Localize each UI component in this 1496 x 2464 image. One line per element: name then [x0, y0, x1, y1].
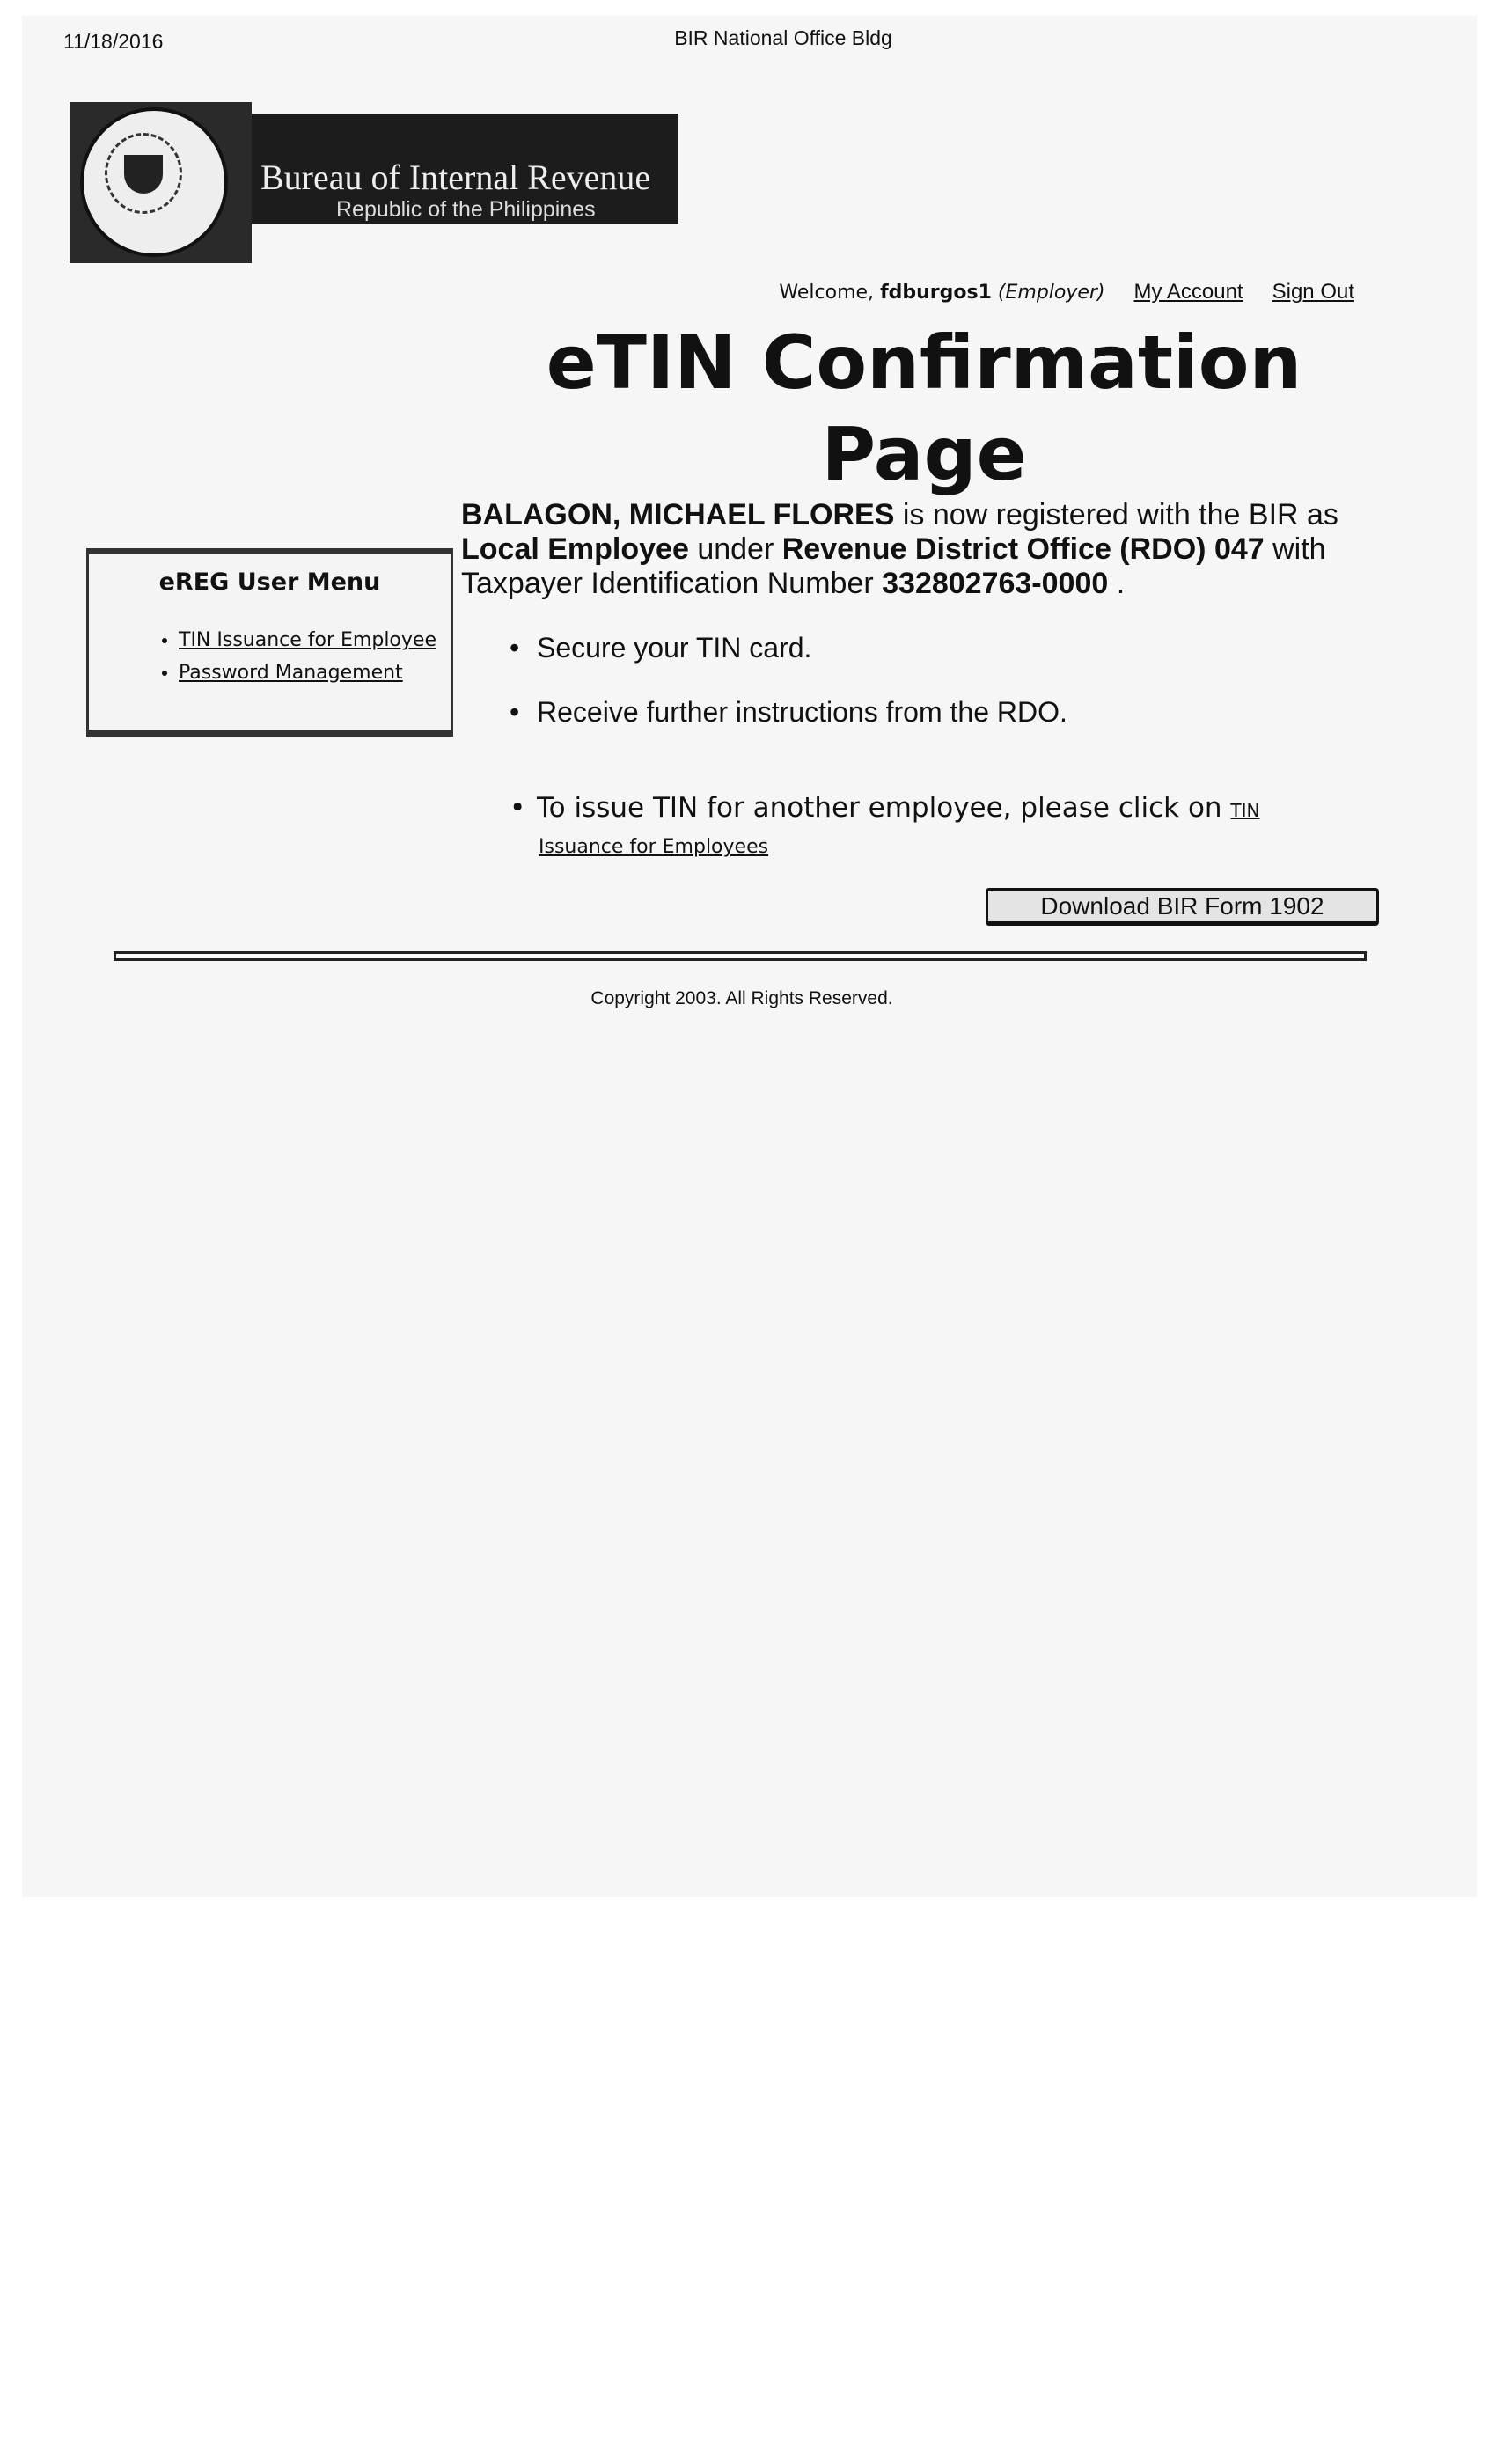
text: is now registered with the BIR as	[894, 498, 1338, 532]
my-account-link[interactable]: My Account	[1133, 280, 1243, 304]
ereg-user-menu	[86, 548, 453, 737]
bullet-text: Secure your TIN card.	[537, 632, 812, 664]
bullet-icon: •	[510, 632, 520, 664]
tin-issuance-link[interactable]: TIN	[1230, 800, 1260, 821]
employee-name: BALAGON, MICHAEL FLORES	[461, 498, 895, 532]
bullet-icon: •	[510, 696, 520, 728]
download-bir-form-1902-button[interactable]: Download BIR Form 1902	[986, 888, 1379, 926]
username: fdburgos1	[880, 282, 992, 304]
confirmation-message	[461, 498, 1341, 601]
user-bar	[779, 280, 1354, 304]
text: under	[688, 532, 782, 566]
text: .	[1108, 567, 1126, 600]
banner-subtitle: Republic of the Philippines	[336, 197, 596, 222]
rdo: Revenue District Office (RDO) 047	[781, 532, 1265, 566]
divider	[114, 951, 1367, 961]
menu-item-tin-issuance[interactable]: TIN Issuance for Employee	[179, 629, 436, 651]
sign-out-link[interactable]: Sign Out	[1272, 280, 1354, 304]
menu-item-password-management[interactable]: Password Management	[179, 662, 403, 684]
list-item	[510, 696, 1067, 729]
tin-issuance-link-continued[interactable]: Issuance for Employees	[539, 836, 769, 858]
bullet-icon: •	[510, 792, 526, 824]
bullet-text: To issue TIN for another employee, please click on	[537, 792, 1231, 824]
welcome-label: Welcome,	[779, 282, 875, 304]
menu-title: eREG User Menu	[158, 568, 381, 596]
employee-type: Local Employee	[461, 532, 689, 566]
tin-number: 332802763-0000	[882, 567, 1109, 600]
bullet-text: Receive further instructions from the RDO.	[537, 696, 1067, 728]
list-item	[510, 792, 1260, 824]
text: with Taxpayer Identification Number	[461, 532, 1326, 600]
copyright: Copyright 2003. All Rights Reserved.	[590, 988, 893, 1008]
list-item	[510, 632, 812, 664]
print-date: 11/18/2016	[63, 30, 164, 53]
page-title: eTIN Confirmation Page	[546, 319, 1302, 497]
banner-name: Bureau of Internal Revenue	[260, 158, 651, 197]
user-role: (Employer)	[997, 282, 1105, 304]
bir-seal-logo	[70, 102, 252, 263]
print-header-title: BIR National Office Bldg	[674, 26, 892, 49]
